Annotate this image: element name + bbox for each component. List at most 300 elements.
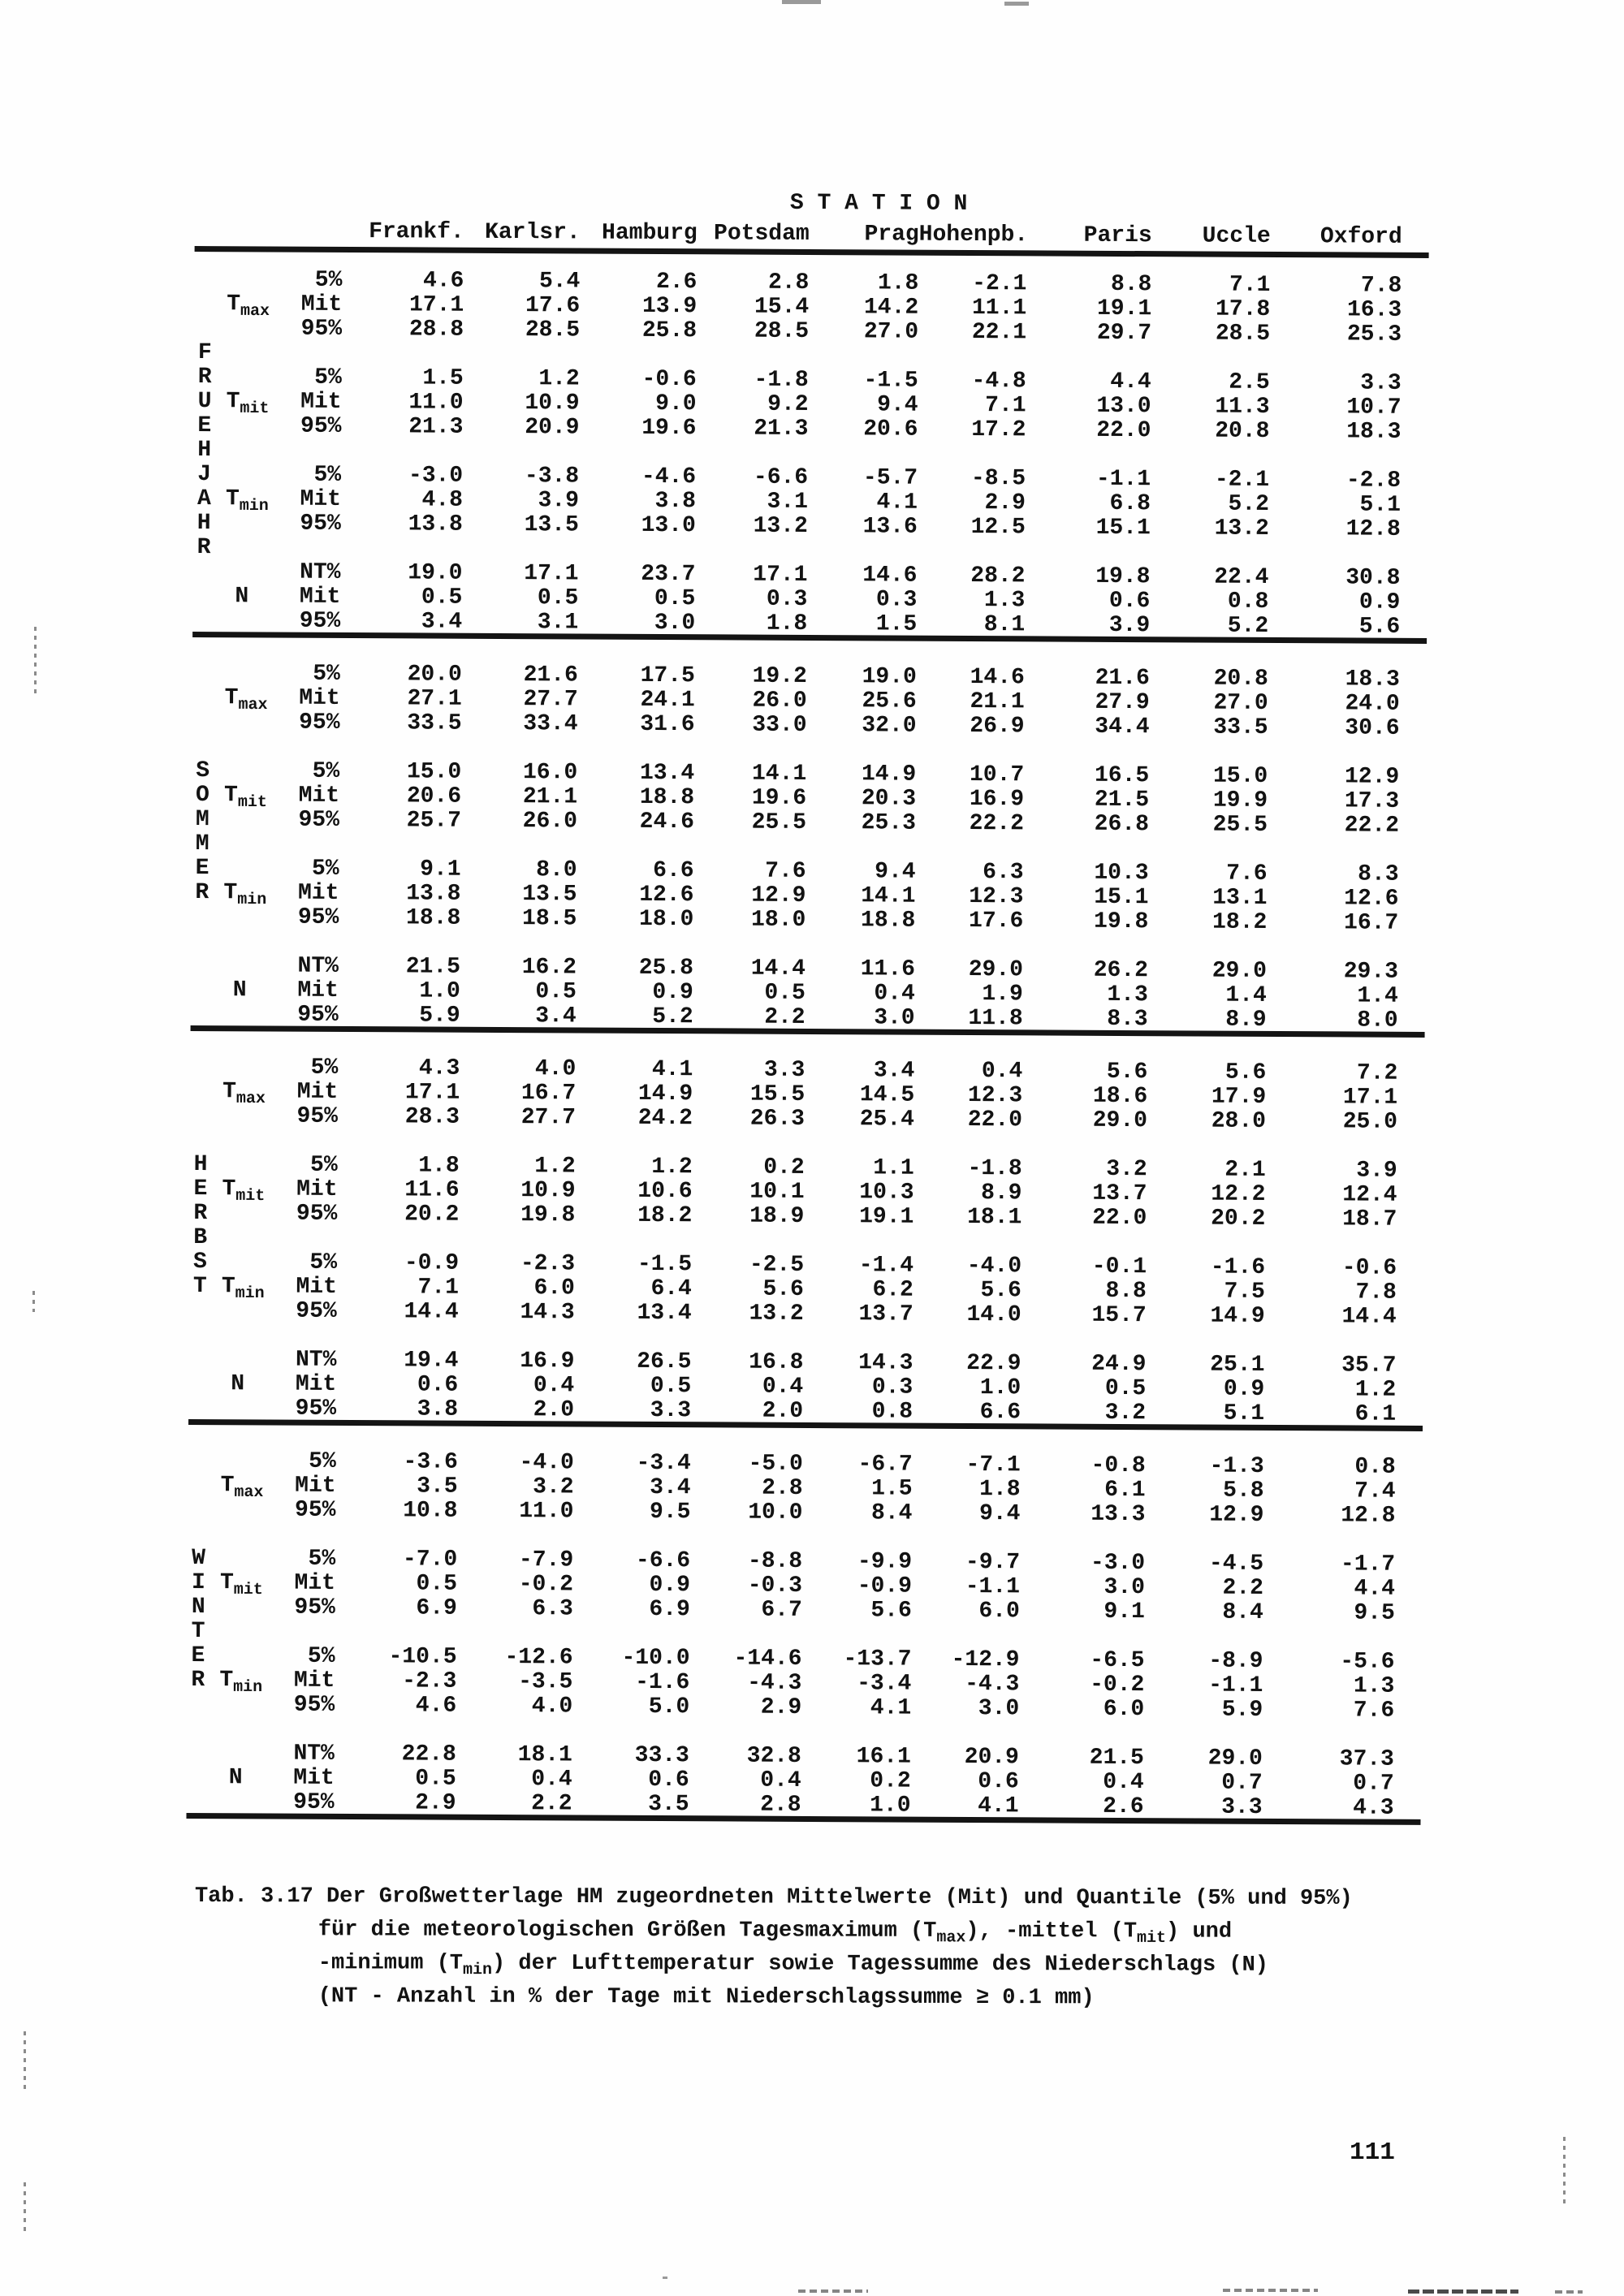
station-header: Potsdam <box>714 221 810 247</box>
data-table <box>186 188 1428 1825</box>
value-cell: 12.6 <box>1344 886 1399 912</box>
value-cell: 0.6 <box>417 1372 459 1398</box>
value-cell: 10.3 <box>1094 860 1149 887</box>
value-cell: -3.4 <box>636 1450 691 1477</box>
value-cell: 2.5 <box>1229 369 1270 395</box>
value-cell: 18.1 <box>967 1204 1022 1231</box>
value-cell: -1.6 <box>635 1669 690 1696</box>
caption-line: Tab. 3.17 Der Großwetterlage HM zugeordneten Mittelwerte (Mit) und Quantile (5% und 95%) <box>194 1884 1353 1911</box>
value-cell: 13.3 <box>1091 1501 1146 1528</box>
value-cell: 9.4 <box>875 859 916 885</box>
value-cell: 14.2 <box>863 295 919 321</box>
value-cell: 1.3 <box>1107 982 1148 1008</box>
value-cell: 8.4 <box>1222 1599 1263 1625</box>
value-cell: 3.0 <box>978 1696 1020 1722</box>
value-cell: 4.1 <box>978 1793 1019 1819</box>
value-cell: 0.4 <box>981 1059 1023 1085</box>
value-cell: 25.4 <box>859 1107 915 1133</box>
value-cell: 19.0 <box>862 664 917 690</box>
value-cell: 10.0 <box>748 1500 803 1526</box>
value-cell: 10.6 <box>637 1178 693 1205</box>
value-cell: -5.6 <box>1340 1649 1395 1675</box>
variable-label <box>215 560 290 585</box>
value-cell: 20.8 <box>1215 418 1270 444</box>
value-cell: 2.1 <box>1224 1157 1266 1183</box>
value-cell: 6.1 <box>1354 1401 1397 1427</box>
value-cell: -0.3 <box>747 1573 803 1599</box>
station-header-row <box>195 219 1429 250</box>
table-tag: Tab. 3.17 <box>194 1884 327 1910</box>
season-letter: O <box>196 783 209 809</box>
value-cell: 20.6 <box>863 416 918 442</box>
value-cell: -0.6 <box>1341 1255 1397 1281</box>
value-cell: 1.2 <box>1354 1377 1397 1403</box>
season-letter: E <box>197 413 212 439</box>
value-cell: 12.8 <box>1345 516 1401 542</box>
value-cell: 21.5 <box>1089 1745 1144 1772</box>
value-cell: 20.8 <box>1213 666 1268 692</box>
value-cell: 12.3 <box>969 884 1024 910</box>
value-cell: 0.2 <box>763 1154 805 1180</box>
variable-label <box>213 1129 287 1153</box>
value-cell: 1.0 <box>419 978 460 1004</box>
value-cell: 7.6 <box>1353 1698 1395 1724</box>
season-letter <box>192 609 215 633</box>
value-cell: 33.3 <box>634 1742 689 1769</box>
value-cell: 3.4 <box>421 609 463 635</box>
row-label: 5% <box>312 758 340 784</box>
value-cell: -13.7 <box>843 1646 912 1672</box>
value-cell: 29.7 <box>1096 320 1152 347</box>
row-label: Mit <box>297 978 339 1003</box>
value-cell: 22.0 <box>1096 417 1151 444</box>
season-letter: F <box>197 340 212 366</box>
value-cell: -6.6 <box>753 464 809 490</box>
value-cell: 21.5 <box>405 954 461 980</box>
value-cell: 1.0 <box>870 1793 911 1819</box>
value-cell: -8.5 <box>970 466 1026 492</box>
row-label: 95% <box>299 608 341 634</box>
value-cell: 14.6 <box>862 563 918 589</box>
value-cell: 16.8 <box>749 1349 804 1375</box>
value-cell: -0.9 <box>404 1250 460 1276</box>
row-label: 5% <box>313 462 342 488</box>
row-label: Mit <box>293 1668 335 1694</box>
season-letter <box>190 1129 213 1153</box>
season-letter: N <box>191 1595 205 1621</box>
value-cell: 5.9 <box>419 1003 460 1029</box>
value-cell: 33.5 <box>407 710 462 736</box>
value-cell: 0.4 <box>760 1767 801 1793</box>
value-cell: 2.8 <box>767 270 810 296</box>
value-cell: 16.9 <box>520 1349 575 1375</box>
value-cell: 4.1 <box>876 490 918 516</box>
variable-label <box>216 414 291 438</box>
value-cell: 4.4 <box>1110 369 1151 395</box>
season-letter: W <box>192 1546 206 1572</box>
value-cell: 24.9 <box>1091 1351 1147 1378</box>
value-cell: 19.4 <box>404 1348 459 1374</box>
season-letter: E <box>191 1643 205 1669</box>
value-cell: 0.5 <box>421 585 463 611</box>
row-label: 95% <box>296 1103 339 1129</box>
value-cell: 3.3 <box>1221 1794 1263 1820</box>
value-cell: 22.2 <box>1344 813 1399 839</box>
value-cell: -0.2 <box>518 1572 574 1598</box>
row-label <box>287 1324 337 1349</box>
variable-label: N <box>231 1371 245 1397</box>
value-cell: -2.1 <box>972 271 1027 297</box>
value-cell: 0.7 <box>1221 1770 1263 1796</box>
value-cell: 26.9 <box>970 714 1025 740</box>
season-letter <box>187 1717 209 1741</box>
value-cell: 2.2 <box>764 1004 806 1030</box>
value-cell: 12.5 <box>970 515 1026 541</box>
value-cell: 28.5 <box>754 318 810 344</box>
value-cell: 16.7 <box>520 1081 577 1107</box>
value-cell: 1.5 <box>875 611 918 637</box>
value-cell: 9.0 <box>655 391 697 417</box>
value-cell: 37.3 <box>1339 1746 1394 1772</box>
value-cell: 0.4 <box>531 1767 572 1793</box>
value-cell: 6.1 <box>1104 1477 1146 1504</box>
station-header: Karlsr. <box>485 219 581 246</box>
value-cell: 14.0 <box>966 1301 1021 1328</box>
scan-artifact <box>32 1291 35 1312</box>
season-letter <box>190 1104 213 1129</box>
value-cell: 6.0 <box>1103 1696 1145 1723</box>
row-label: Mit <box>298 783 340 809</box>
value-cell: -4.0 <box>966 1253 1022 1280</box>
value-cell: 7.8 <box>1360 273 1402 299</box>
value-cell: 21.1 <box>970 689 1025 715</box>
value-cell: 11.8 <box>968 1006 1023 1032</box>
value-cell: 4.0 <box>534 1056 577 1082</box>
value-cell: 5.6 <box>980 1278 1021 1304</box>
value-cell: 16.9 <box>969 787 1025 813</box>
value-cell: 3.3 <box>763 1057 806 1083</box>
value-cell: 6.3 <box>983 860 1024 886</box>
value-cell: 18.8 <box>639 784 695 811</box>
value-cell: 1.8 <box>979 1477 1021 1503</box>
station-header-spacer <box>195 219 343 244</box>
value-cell: 0.7 <box>1353 1771 1394 1797</box>
value-cell: 1.5 <box>871 1476 913 1502</box>
variable-label <box>209 1693 284 1717</box>
row-label: Mit <box>294 1570 336 1596</box>
value-cell: 21.3 <box>754 416 809 442</box>
season-letter: R <box>195 880 209 906</box>
value-cell: 21.6 <box>523 662 578 688</box>
value-cell: 3.5 <box>648 1791 689 1818</box>
season-letter <box>187 1790 209 1815</box>
value-cell: 3.2 <box>533 1474 574 1500</box>
value-cell: -0.8 <box>1091 1452 1146 1479</box>
value-cell: 7.6 <box>1226 861 1268 887</box>
value-cell: 2.0 <box>533 1397 575 1423</box>
value-cell: 0.4 <box>1103 1769 1144 1796</box>
season-letter <box>188 1449 211 1474</box>
value-cell: 27.1 <box>407 686 462 712</box>
value-cell: 28.2 <box>970 563 1026 589</box>
value-cell: 11.6 <box>860 956 916 982</box>
value-cell: 0.3 <box>766 586 808 612</box>
value-cell: 13.7 <box>858 1301 914 1327</box>
value-cell: 0.8 <box>1227 589 1269 615</box>
value-cell: 9.5 <box>1354 1600 1395 1626</box>
value-cell: 12.4 <box>1342 1182 1397 1208</box>
value-cell: 0.9 <box>1223 1376 1265 1402</box>
value-cell: 24.6 <box>639 809 695 835</box>
value-cell: 20.2 <box>404 1202 460 1228</box>
value-cell: 20.2 <box>1211 1206 1266 1232</box>
value-cell: 16.3 <box>1346 297 1402 323</box>
value-cell: 21.1 <box>522 784 578 810</box>
row-label: 5% <box>311 856 339 882</box>
station-header: Uccle <box>1202 223 1271 249</box>
value-cell: 17.1 <box>408 292 464 318</box>
value-cell: 16.0 <box>522 760 578 786</box>
variable-label: $T_{min}$ <box>223 880 267 910</box>
row-label <box>285 1523 335 1547</box>
value-cell: 3.3 <box>1360 370 1402 396</box>
value-cell: 18.8 <box>405 905 461 931</box>
value-cell: 13.2 <box>749 1301 804 1327</box>
value-cell: 10.7 <box>1346 395 1402 421</box>
value-cell: 1.1 <box>873 1155 914 1181</box>
value-cell: -2.8 <box>1345 468 1402 494</box>
value-cell: 6.6 <box>653 857 694 884</box>
season-letter <box>187 1766 209 1790</box>
value-cell: 13.0 <box>641 512 696 539</box>
value-cell: 6.9 <box>416 1595 457 1621</box>
value-cell: 25.7 <box>406 808 462 834</box>
value-cell: 29.0 <box>968 957 1024 983</box>
value-cell: -9.7 <box>965 1549 1021 1576</box>
value-cell: 4.3 <box>418 1055 460 1081</box>
value-cell: 14.6 <box>970 665 1025 691</box>
value-cell: -1.7 <box>1340 1552 1396 1577</box>
value-cell: -3.0 <box>408 463 464 489</box>
value-cell: 13.2 <box>753 513 808 539</box>
value-cell: -4.6 <box>641 464 697 490</box>
value-cell: -8.8 <box>747 1548 803 1574</box>
value-cell: 8.9 <box>1225 1007 1267 1033</box>
row-label: 95% <box>296 1298 337 1324</box>
row-label: Mit <box>296 1274 337 1300</box>
value-cell: 7.1 <box>985 393 1026 419</box>
variable-label <box>217 365 292 390</box>
variable-label <box>214 832 289 857</box>
season-block-winter <box>187 1449 1423 1821</box>
value-cell: 17.1 <box>753 562 808 588</box>
value-cell: 18.5 <box>521 906 577 932</box>
value-cell: 0.9 <box>649 1572 691 1599</box>
row-label: 5% <box>308 1546 336 1572</box>
value-cell: 0.4 <box>874 981 915 1007</box>
row-label: 95% <box>293 1692 335 1718</box>
value-cell: 14.3 <box>520 1300 575 1326</box>
value-cell: -1.8 <box>967 1155 1022 1182</box>
value-cell: 0.4 <box>533 1373 575 1399</box>
row-label: NT% <box>295 1347 337 1373</box>
value-cell: 5.6 <box>1358 614 1401 640</box>
row-label: 95% <box>297 1002 339 1028</box>
value-cell: 6.0 <box>978 1599 1020 1625</box>
season-letter: S <box>196 758 210 784</box>
value-cell: 27.0 <box>1213 690 1268 716</box>
value-cell: 12.9 <box>1209 1502 1264 1528</box>
variable-label: $T_{min}$ <box>221 1274 265 1304</box>
value-cell: -1.8 <box>754 367 809 393</box>
value-cell: 1.4 <box>1357 983 1398 1009</box>
value-cell: 0.5 <box>415 1766 456 1792</box>
variable-label: $T_{min}$ <box>225 486 269 516</box>
value-cell: 27.9 <box>1095 689 1150 716</box>
value-cell: 14.9 <box>1210 1303 1265 1329</box>
value-cell: 0.4 <box>762 1374 804 1400</box>
value-cell: -6.7 <box>857 1452 913 1478</box>
value-cell: 17.2 <box>971 417 1026 443</box>
value-cell: 15.7 <box>1091 1302 1147 1329</box>
value-cell: 0.8 <box>871 1399 914 1425</box>
row-label: 5% <box>309 1249 338 1275</box>
row-label: NT% <box>293 1741 335 1767</box>
season-letter: T <box>191 1619 205 1645</box>
value-cell: -3.6 <box>403 1449 458 1475</box>
value-cell: 19.8 <box>1093 908 1149 935</box>
season-letter: E <box>195 856 209 882</box>
value-cell: 7.5 <box>1224 1279 1265 1305</box>
value-cell: 7.8 <box>1355 1280 1397 1306</box>
season-letter <box>192 560 215 585</box>
value-cell: 1.2 <box>534 1154 576 1180</box>
value-cell: 13.4 <box>639 760 695 787</box>
value-cell: 27.0 <box>863 319 919 345</box>
value-cell: 7.4 <box>1354 1478 1396 1504</box>
value-cell: 20.9 <box>525 415 580 441</box>
table-body <box>186 268 1428 1825</box>
station-header: Paris <box>1083 222 1152 249</box>
value-cell: 26.3 <box>749 1106 806 1132</box>
value-cell: 1.5 <box>422 365 464 391</box>
value-cell: 13.4 <box>637 1300 692 1327</box>
value-cell: 14.4 <box>750 956 806 982</box>
value-cell: 5.1 <box>1223 1400 1265 1426</box>
variable-label <box>214 710 289 735</box>
season-letter <box>188 1372 211 1396</box>
row-label: 95% <box>300 413 342 439</box>
value-cell: 2.2 <box>1222 1575 1264 1601</box>
value-cell: -12.6 <box>504 1645 573 1671</box>
variable-label <box>214 930 288 954</box>
value-cell: 29.0 <box>1207 1746 1263 1772</box>
value-cell: 26.8 <box>1094 811 1149 838</box>
value-cell: 16.5 <box>1094 762 1150 789</box>
value-cell: 19.9 <box>1212 788 1268 814</box>
value-cell: -12.9 <box>951 1646 1020 1673</box>
value-cell: 35.7 <box>1341 1353 1397 1379</box>
season-letter: S <box>192 1249 207 1275</box>
value-cell: 25.8 <box>638 955 694 982</box>
caption-lines <box>195 1880 1353 2016</box>
value-cell: -4.3 <box>747 1670 802 1696</box>
season-letter <box>188 1498 210 1522</box>
variable-label <box>210 1498 285 1522</box>
value-cell: 19.1 <box>859 1204 914 1230</box>
value-cell: -1.5 <box>637 1251 693 1278</box>
value-cell: 17.9 <box>1211 1084 1267 1110</box>
value-cell: 29.3 <box>1343 959 1399 985</box>
variable-label <box>209 1644 284 1668</box>
value-cell: 25.8 <box>641 317 698 344</box>
variable-label <box>210 1522 285 1547</box>
variable-label <box>215 609 290 633</box>
value-cell: 0.5 <box>764 980 806 1006</box>
scan-artifact <box>1223 2289 1318 2292</box>
value-cell: 27.7 <box>523 687 578 713</box>
variable-label <box>216 438 291 463</box>
season-letter <box>191 1003 214 1027</box>
variable-label <box>214 905 288 930</box>
scan-artifact <box>663 2277 667 2279</box>
value-cell: 1.0 <box>979 1375 1021 1401</box>
value-cell: 33.4 <box>523 711 578 737</box>
value-cell: 20.6 <box>406 783 462 809</box>
row-label <box>285 1621 335 1645</box>
station-header: Hohenpb. <box>918 222 1029 248</box>
table-caption <box>195 1880 1353 2016</box>
value-cell: 28.0 <box>1211 1108 1267 1134</box>
variable-label <box>211 1449 286 1474</box>
value-cell: 13.8 <box>406 881 461 907</box>
season-letter: T <box>192 1274 207 1300</box>
value-cell: 1.9 <box>982 982 1023 1008</box>
variable-label: $T_{max}$ <box>227 291 270 322</box>
value-cell: 5.6 <box>1106 1059 1148 1085</box>
value-cell: 9.1 <box>1104 1599 1145 1625</box>
value-cell: 19.2 <box>752 663 807 689</box>
value-cell: 0.5 <box>535 979 577 1005</box>
value-cell: 0.6 <box>648 1767 689 1793</box>
value-cell: 26.5 <box>637 1349 692 1375</box>
value-cell: -5.7 <box>862 465 918 491</box>
value-cell: 16.7 <box>1343 910 1399 936</box>
value-cell: 10.1 <box>749 1179 805 1205</box>
value-cell: 0.9 <box>652 979 693 1006</box>
variable-label <box>212 1226 287 1250</box>
season-letter: M <box>195 807 209 833</box>
value-cell: 29.0 <box>1212 958 1268 984</box>
value-cell: 3.5 <box>417 1474 458 1500</box>
value-cell: 0.5 <box>1104 1375 1147 1402</box>
value-cell: 18.0 <box>638 906 694 933</box>
value-cell: 1.3 <box>983 588 1026 614</box>
variable-label <box>214 1003 288 1027</box>
season-letter: R <box>197 365 212 391</box>
value-cell: 3.1 <box>767 489 809 515</box>
value-cell: 0.3 <box>871 1375 914 1400</box>
value-cell: 21.6 <box>1095 665 1150 692</box>
variable-label <box>209 1717 284 1741</box>
value-cell: 11.6 <box>404 1177 460 1203</box>
season-block-fruehjahr <box>192 268 1428 640</box>
row-label: 95% <box>299 710 340 736</box>
value-cell: 25.3 <box>861 810 916 836</box>
value-cell: 21.5 <box>1094 787 1150 814</box>
value-cell: 5.4 <box>538 269 581 295</box>
value-cell: 12.9 <box>1344 764 1400 790</box>
